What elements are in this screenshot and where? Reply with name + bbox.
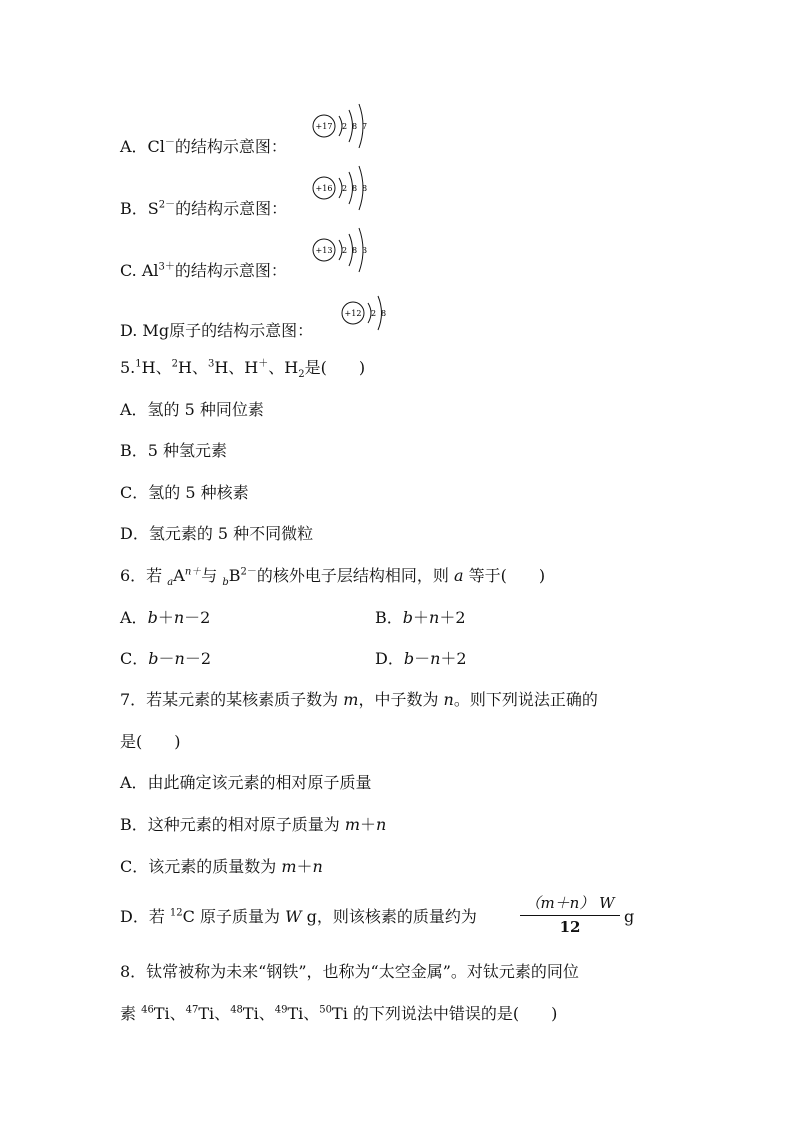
option-b-q5: B．5 种氢元素 <box>120 441 228 460</box>
option-d-q4 <box>120 321 313 341</box>
option-label: C． <box>120 649 149 668</box>
question-7-stem-line2: 是( ) <box>120 732 181 751</box>
question-number: 5. <box>120 358 136 377</box>
shell-count: 2 <box>342 246 348 255</box>
separator: 、 <box>155 358 172 377</box>
ion-charge: － <box>164 137 175 149</box>
fraction-denominator: 12 <box>559 918 581 936</box>
variable: a <box>454 566 464 585</box>
text: 的核外电子层结构相同，则 <box>256 566 454 585</box>
variable: n <box>312 857 323 876</box>
option-c-q6 <box>120 649 211 669</box>
operator: － <box>414 649 431 668</box>
variable: b <box>403 649 415 668</box>
option-b-q7 <box>120 815 386 835</box>
question-6-stem <box>120 566 546 589</box>
variable: m <box>343 690 359 709</box>
option-b-q6 <box>375 608 466 628</box>
ion-charge: n＋ <box>184 566 202 578</box>
operator: －2 <box>184 608 211 627</box>
element-symbol: H <box>141 358 156 377</box>
option-text: 的结构示意图： <box>175 199 288 218</box>
mass-number: 46 <box>141 1004 154 1016</box>
mass-number: 48 <box>230 1004 243 1016</box>
shell-count: 8 <box>352 246 358 255</box>
option-label: B． <box>375 608 403 627</box>
mass-number: 3 <box>207 358 215 370</box>
atomic-number-a: a <box>167 577 174 589</box>
unit-g: g <box>624 907 635 926</box>
variable: n <box>173 608 185 627</box>
question-text: 。则下列说法正确的 <box>453 690 598 709</box>
mass-number: 1 <box>135 358 142 370</box>
question-text: ，中子数为 <box>358 690 444 709</box>
option-d-q7 <box>120 907 477 927</box>
variable: b <box>148 649 159 668</box>
variable: n <box>443 690 454 709</box>
variable: n <box>376 815 387 834</box>
fraction-numerator: （m＋n） W <box>525 894 615 912</box>
separator: 、 <box>303 1004 320 1023</box>
separator: 、 <box>228 358 245 377</box>
option-d-q5: D．氢元素的 5 种不同微粒 <box>120 524 314 543</box>
question-5-stem <box>120 358 366 381</box>
nucleus-charge: +13 <box>315 246 333 255</box>
separator: 、 <box>169 1004 186 1023</box>
mass-number: 49 <box>274 1004 288 1016</box>
option-c-q4 <box>120 261 287 281</box>
element-symbol: Ti <box>198 1004 215 1023</box>
mass-fraction <box>520 893 620 936</box>
option-text: B．这种元素的相对原子质量为 <box>120 815 345 834</box>
option-a-q5: A．氢的 5 种同位素 <box>120 400 264 419</box>
element-symbol: B <box>228 566 241 585</box>
operator: ＋ <box>413 608 430 627</box>
option-c-q5: C．氢的 5 种核素 <box>120 483 249 502</box>
option-a-q7: A．由此确定该元素的相对原子质量 <box>120 773 372 792</box>
question-tail: 是( ) <box>304 358 366 377</box>
option-label: C. Al <box>120 261 159 280</box>
variable: n <box>429 608 440 627</box>
ion-charge: 2－ <box>240 566 257 578</box>
option-text: 的结构示意图： <box>174 137 287 156</box>
subscript: 2 <box>298 369 305 381</box>
text: 与 <box>201 566 223 585</box>
question-tail: 的下列说法中错误的是( ) <box>352 1004 558 1023</box>
nucleus-charge: +12 <box>344 309 362 318</box>
option-text: D．若 <box>120 907 170 926</box>
option-text: C 原子质量为 <box>182 907 286 926</box>
ion-charge: 2－ <box>158 199 176 211</box>
operator: ＋ <box>296 857 313 876</box>
mass-number: 47 <box>185 1004 199 1016</box>
element-symbol: H <box>244 358 259 377</box>
element-symbol: Ti <box>287 1004 304 1023</box>
option-text: C．该元素的质量数为 <box>120 857 282 876</box>
question-8-line2 <box>120 1004 557 1024</box>
option-b-q4 <box>120 199 287 219</box>
operator: －2 <box>184 649 212 668</box>
question-tail: 等于( ) <box>463 566 546 585</box>
operator: ＋ <box>360 815 377 834</box>
option-a-q6 <box>120 608 210 628</box>
element-symbol: H <box>214 358 229 377</box>
element-symbol: H <box>177 358 192 377</box>
option-text: g，则该核素的质量约为 <box>301 907 477 926</box>
operator: ＋2 <box>439 608 466 627</box>
atom-structure-diagram-s <box>311 162 381 218</box>
element-symbol: H <box>284 358 299 377</box>
option-text: 的结构示意图： <box>174 261 287 280</box>
mass-number: 50 <box>319 1004 333 1016</box>
variable: n <box>174 649 185 668</box>
element-symbol: Ti <box>242 1004 259 1023</box>
mass-number: 2 <box>171 358 178 370</box>
option-d-q6 <box>375 649 467 669</box>
operator: ＋2 <box>440 649 467 668</box>
text: 素 <box>120 1004 142 1023</box>
option-label: D． <box>375 649 404 668</box>
shell-count: 8 <box>381 309 387 318</box>
element-symbol: Ti <box>153 1004 170 1023</box>
operator: ＋ <box>157 608 174 627</box>
shell-count: 7 <box>362 122 368 131</box>
option-label: B．S <box>120 199 159 218</box>
shell-count: 8 <box>352 122 358 131</box>
atom-structure-diagram-mg <box>339 290 399 338</box>
option-label: D. Mg <box>120 321 170 340</box>
question-text: 7．若某元素的某核素质子数为 <box>120 690 344 709</box>
question-7-stem-line1 <box>120 690 598 710</box>
atom-structure-diagram-al <box>311 224 381 280</box>
question-number: 6．若 <box>120 566 168 585</box>
option-a-q4 <box>120 137 287 157</box>
option-c-q7 <box>120 857 323 877</box>
shell-count: 8 <box>352 184 358 193</box>
atom-structure-diagram-cl <box>311 100 381 156</box>
ion-charge: 3＋ <box>158 261 175 273</box>
element-symbol: Ti <box>332 1004 348 1023</box>
separator: 、 <box>191 358 208 377</box>
separator: 、 <box>268 358 285 377</box>
mass-number: 12 <box>169 907 183 919</box>
variable: n <box>430 649 441 668</box>
variable: W <box>285 907 302 926</box>
atomic-number-b: b <box>222 577 229 589</box>
variable: m <box>281 857 297 876</box>
variable: b <box>402 608 414 627</box>
shell-count: 2 <box>371 309 377 318</box>
shell-count: 2 <box>342 122 348 131</box>
separator: 、 <box>214 1004 231 1023</box>
element-symbol: A <box>173 566 185 585</box>
shell-count: 2 <box>342 184 348 193</box>
separator: 、 <box>258 1004 275 1023</box>
fraction-bar <box>520 915 620 916</box>
nucleus-charge: +16 <box>315 184 333 193</box>
question-8-line1: 8．钛常被称为未来“钢铁”，也称为“太空金属”。对钛元素的同位 <box>120 962 579 981</box>
option-text: 原子的结构示意图： <box>169 321 314 340</box>
nucleus-charge: +17 <box>315 122 333 131</box>
shell-count: 3 <box>362 246 368 255</box>
option-label: A．Cl <box>120 137 165 156</box>
variable: b <box>147 608 158 627</box>
shell-count: 8 <box>362 184 368 193</box>
ion-charge: ＋ <box>258 358 269 370</box>
variable: m <box>344 815 361 834</box>
option-label: A． <box>120 608 148 627</box>
operator: － <box>158 649 175 668</box>
